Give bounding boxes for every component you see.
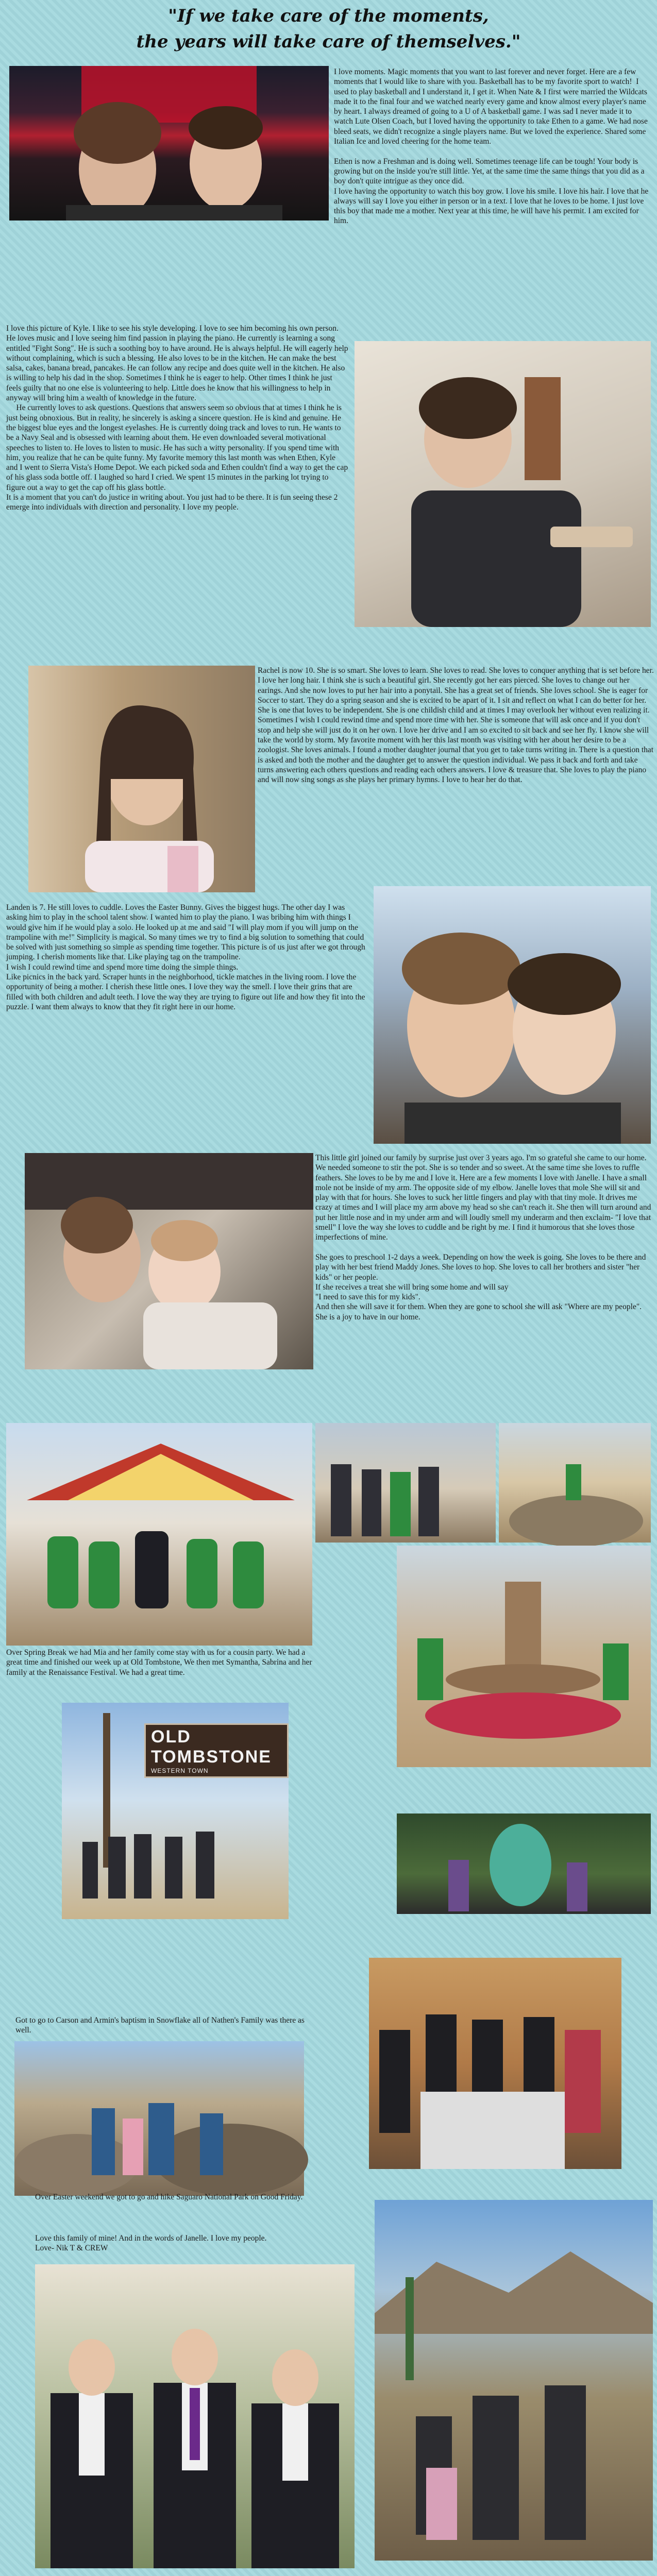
photo-fountain <box>397 1546 651 1767</box>
photo-old-tombstone-sign <box>62 1703 289 1919</box>
landen-text: Landen is 7. He still loves to cuddle. Loves the Easter Bunny. Gives the biggest hugs. The other day I was asking him to play in the school talent show. I wanted him to play the piano. I was bribing him with things I would give him if he would play a solo. He looked up at me and said "I will play mom if you will jump on the trampoline with me!" Simplicity is magical. So many times we try to find a big solution to something that could be solved with just something so simple as spending time together. This picture is of us just after we got through jumping. I cherish moments like that. Like playing tag on the trampoline. I wish I could rewind time and spend more time doing the simple things. Like picnics in the back yard. Scraper hunts in the neighborhood, tickle matches in the living room. I love the opportunity of being a mother. I cherish these little ones. I love they way the smell. I love their grins that are filled with both children and adult teeth. I love the way they are trying to figure out life and how they fit into the puzzle. I want them always to know that they fit right here in our home. <box>6 903 365 1011</box>
closing-text: Love this family of mine! And in the words of Janelle. I love my people. Love- Nik T & CREW <box>35 2234 267 2253</box>
title-line-2: the years will take care of themselves." <box>136 31 521 52</box>
photo-mom-and-landen <box>374 886 651 1144</box>
sign-sub-text: WESTERN TOWN <box>151 1767 209 1774</box>
rachel-text: Rachel is now 10. She is so smart. She loves to learn. She loves to read. She loves to conquer anything that is set before her. I love her long hair. I think she is such a beautiful girl. She recently got her ears pierced. She loves to change out her earings. And she now loves to put her hair into a ponytail. She has a great set of friends. She loves school. She is eager for Soccer to start. They do a spring season and she is excited to be apart of it. I sit and reflect on what I can do better for her. She is one that loves to be independent. She is one childish child and at times I may overlook her without even realizing it. Sometimes I wish I could rewind time and spend more time with her. She is someone that will ask once and if you don't stop and help she will just do it on her own. I love her drive and I am so excited to sit back and see her fly. I know she will take the world by storm. My favorite moment with her this last month was visiting with her about her desire to be a zoologist. She loves animals. I found a mother daughter journal that you get to take turns writing in. There is a question that is asked and both the mother and the daughter get to answer the question individual. We pass it back and forth and take turns answering each others questions and reading each others answers. I love & treasure that. She loves to play the piano and will now sing songs as she plays her primary hymns. I love to hear her do that. <box>258 666 656 785</box>
photo-rock-climbing <box>499 1423 651 1543</box>
sign-main-text: OLD TOMBSTONE <box>151 1727 272 1767</box>
photo-mom-and-ethen <box>9 66 329 221</box>
photo-boys-in-suits <box>35 2264 355 2568</box>
old-tombstone-sign <box>144 1723 289 1778</box>
photo-saguaro-park <box>375 2200 653 2561</box>
photo-kyle <box>355 341 651 627</box>
spring-break-text: Over Spring Break we had Mia and her family come stay with us for a cousin party. We had a great time and finished our week up at Old Tombstone, We then met Symantha, Sabrina and her family at the Renaissance Festival. We had a great time. <box>6 1648 314 1677</box>
photo-family-circus-tent <box>6 1423 312 1646</box>
photo-janelle <box>25 1153 313 1369</box>
carson-text: Got to go to Carson and Armin's baptism in Snowflake all of Nathen's Family was there as well. <box>15 2016 307 2035</box>
photo-hike-rocks <box>14 2041 304 2196</box>
photo-family-outdoors <box>315 1423 496 1543</box>
janelle-text: This little girl joined our family by surprise just over 3 years ago. I'm so grateful she came to our home. We needed someone to stir the pot. She is so tender and so sweet. At the same time she loves to ruffle feathers. She loves to be by me and I love it. Here are a few moments I love with Janelle. I have a small mole not be inside of my arm. The opposite side of my elbow. Janelle loves that mole She will sit and play with that for hours. She loves to suck her little fingers and play with that tiny mole. It drives me crazy at times and I will place my arm above my head so she can't reach it. She then will turn around and put her little nose and in my under arm and will loudly smell my underarm and then exclaim- "I love that smell" I love the way she loves to cuddle and be right by me. I find it humorous that she loves those imperfections of mine. She goes to preschool 1-2 days a week. Depending on how the week is going. She loves to be there and play with her best friend Maddy Jones. She loves to hop. She loves to call her brothers and sister "her kids" or her people. If she receives a treat she will bring some home and will say "I need to save this for my kids". And then she will save it for them. When they are gone to school she will ask "Where are my people". She is a joy to have in our home. <box>315 1154 651 1321</box>
title-line-1: "If we take care of the moments, <box>168 6 489 26</box>
photo-renaissance-festival <box>397 1814 651 1914</box>
easter-text: Over Easter weekend we got to go and hike Saguaro National Park on Good Friday. <box>35 2193 303 2201</box>
ethen-text: I love moments. Magic moments that you want to last forever and never forget. Here are a few moments that I would like to share with you. Basketball has to be my favorite sport to watch! I used to play basketball and I understand it, I get it. When Nate & I first were married the Wildcats made it to the final four and we watched nearly every game and know almost every player's name by heart. I always dreamed of going to a U of A basketball game. I was sad I never made it to watch Lute Olsen Coach, but I loved having the opportunity to take Ethen to a game. We had nose bleed seats, we didn't recognize a single players name. But we loved the experience. Shared some Italian Ice and loved cheering for the home team. Ethen is now a Freshman and is doing well. Sometimes teenage life can be tough! Your body is growing but on the inside you're still little. Yet, at the same time the same things that you did as a boy don't quite intrigue as they once did. I love having the opportunity to watch this boy grow. I love his smile. I love his hair. I love that he always will say I love you either in person or in a text. I love that he loves to be home. I just love this boy that made me a mother. Next year at this time, he will have his permit. I am excited for him. <box>334 67 649 226</box>
page-title <box>0 3 657 55</box>
kyle-text: I love this picture of Kyle. I like to see his style developing. I love to see him becoming his own person. He loves music and I love seeing him find passion in playing the piano. He currently is learning a song entitled "Fight Song". He is such a soothing boy to have around. He is always helpful. He will eagerly help without complaining, which is such a blessing. He also loves to be in the kitchen. He can make the best salsa, cakes, banana bread, pancakes. He can follow any recipe and does quite well in the kitchen. He also is willing to help his dad in the shop. Sometimes I think he is eager to help. Other times I think he just feels guilty that no one else is volunteering to help. Little does he know that his willingness to help in anyway will bring him a wealth of knowledge in the future. He currently loves to ask questions. Questions that answers seem so obvious that at times I think he is just being obnoxious. But in reality, he sincerely is asking a sincere question. He is kind and genuine. He the biggest blue eyes and the longest eyelashes. He is currently doing track and loves to run. He wants to be a Navy Seal and is obsessed with learning about them. He even downloaded several motivational speeches to listen to. He loves to listen to music. He has such a witty personality. If you spend time with him, you realize that he can be quite funny. My favorite memory this last month was when Ethen, Kyle and I went to Sierra Vista's Home Depot. We each picked soda and Ethen couldn't find a way to get the cap of his glass soda bottle off. I laughed so hard I cried. We spent 15 minutes in the parking lot trying to figure out a way to get the cap off his glass bottle. It is a moment that you can't do justice in writing about. You just had to be there. It is fun seeing these 2 emerge into individuals with direction and personality. I love my people. <box>6 324 348 512</box>
photo-rachel <box>28 666 255 892</box>
photo-baptism-family <box>369 1958 621 2169</box>
